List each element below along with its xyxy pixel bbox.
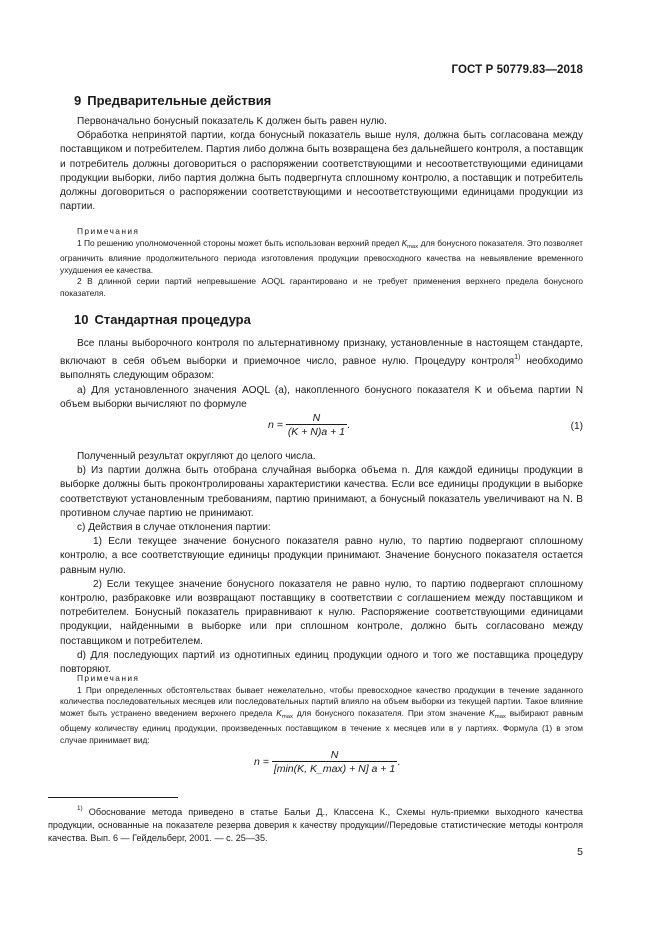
section-9-heading <box>74 93 271 108</box>
formula-1-fraction <box>286 412 347 438</box>
section-10-item-c2: 2) Если текущее значение бонусного показателя не равно нулю, то партию подвергают сплошному контролю, разбраковке или возвращают поставщику в соответствии с соглашением между поставщиком и потребителем. Бонусный показатель приравнивают к нулю. Распоряжение соответствующими единицами продукции, найденными в выборке или при сплошном контроле, должно быть согласовано между поставщиком и потребителем. <box>60 578 583 647</box>
footnote-ref[interactable]: 1) <box>514 354 521 362</box>
formula-2-fraction <box>272 749 397 775</box>
section-10-item-b: b) Из партии должна быть отобрана случайная выборка объема n. Для каждой единицы продукции в выборке должны быть проконтролированы характеристики качества. Если все единицы продукции в выборке соответствуют установленным требованиям, партию принимают, а бонусный показатель увеличивают на N. В противном случае партию не принимают. <box>60 465 583 519</box>
formula-2-lhs: n = <box>254 755 269 768</box>
section-10-body-top <box>60 337 583 412</box>
section-10-note-1: 1 При определенных обстоятельствах бывает нежелательно, чтобы превосходное качество продукции в течение заданного количества последовательных месяцев или последовательных партий влияло на объем выборки из текущей партии. Такое влияние может быть устранено введением верхнего предела $K_{max}$ для бонусного показателя. При этом значение $K_{max}$ выбирают равным общему количеству единиц продукции, произведенных поставщиком в течение x месяцев или в y партиях. Формула (1) в этом случае принимает вид: <box>60 684 584 745</box>
formula-1-label: (1) <box>570 421 583 432</box>
section-10-title: Стандартная процедура <box>94 312 251 327</box>
footnote-text: Обоснование метода приведено в статье Бальи Д., Классена К., Схемы нуль-приемки выходного качества продукции, основанные на показателе резерва доверия к качеству продукции//Передовые статистические методы контроля качества. Вып. 6 — Гейдельберг, 2001. — с. 25—35. <box>48 807 583 843</box>
section-10-notes-title: Примечания <box>77 673 140 683</box>
standard-id: ГОСТ Р 50779.83—2018 <box>451 64 583 76</box>
section-10-item-a: a) Для установленного значения AOQL (a), накопленного бонусного показателя K и объема партии N объем выборки вычисляют по формуле <box>60 384 583 410</box>
section-10-rounding: Полученный результат округляют до целого числа. <box>77 451 316 462</box>
section-10-notes <box>60 673 583 747</box>
formula-2-numerator: N <box>330 749 339 761</box>
section-10-item-d: d) Для последующих партий из однотипных единиц продукции одного и того же поставщика процедуру повторяют. <box>60 649 583 676</box>
section-10-number: 10 <box>74 312 89 327</box>
formula-1-numerator: N <box>312 412 321 424</box>
section-10-body-main <box>60 450 583 677</box>
footnote-mark: 1) <box>77 805 83 812</box>
section-10-heading <box>74 312 251 327</box>
section-9-p2: Обработка непринятой партии, когда бонусный показатель выше нуля, должна быть согласована между поставщиком и потребителем. Партия либо должна быть возвращена без дальнейшего контроля, а поставщик и потребитель должны договориться о распоряжении соответствующими и несоответствующими единицами продукции выборки, либо партия должна быть подвергнута сплошному контролю, а поставщик и потребитель должны договориться о распоряжении соответствующими и несоответствующими единицами продукции из партии. <box>60 130 583 213</box>
section-9-notes <box>60 226 583 300</box>
section-9-note-2: 2 В длинной серии партий непревышение AOQL гарантировано и не требует применения верхнего предела бонусного показателя. <box>60 276 583 298</box>
formula-1-lhs: n = <box>268 418 283 431</box>
section-9-body <box>60 115 583 214</box>
formula-2-denominator: [min(K, K_max) + N] a + 1 <box>273 763 396 775</box>
section-10-item-c1: 1) Если текущее значение бонусного показателя равно нулю, то партию подвергают сплошному контролю, а все соответствующие единицы продукции принимают. Значение бонусного показателя остается равным нулю. <box>60 536 583 576</box>
section-10-p1: Все планы выборочного контроля по альтернативному признаку, установленные в настоящем стандарте, включают в себя объем выборки и приемочное число, равное нулю. Процедуру контроля$^{1)}$ необходимо выполнять следующим образом: <box>60 338 583 382</box>
section-9-p1: Первоначально бонусный показатель K должен быть равен нулю. <box>77 116 387 127</box>
formula-1-denominator: (K + N)a + 1 <box>287 426 346 438</box>
section-9-title: Предварительные действия <box>87 93 272 108</box>
formula-2: n = $\frac{N}{[\min(K, K\_\max) + N] a + 1}$ . <box>254 749 401 775</box>
page-number: 5 <box>577 846 583 858</box>
section-10-item-c: c) Действия в случае отклонения партии: <box>77 522 271 534</box>
formula-1: n = $\frac{N}{(K + N)a + 1}$ . <box>268 412 350 438</box>
section-9-number: 9 <box>74 93 82 108</box>
footnote <box>48 802 583 845</box>
footnote-separator <box>48 797 178 798</box>
section-9-notes-title: Примечания <box>77 226 140 236</box>
section-9-note-1: 1 По решению уполномоченной стороны может быть использован верхний предел $K_{max}$ для бонусного показателя. Это позволяет ограничить влияние продолжительного периода изготовления продукции превосходного качества на невыявление временного ухудшения ее качества. <box>60 237 584 275</box>
